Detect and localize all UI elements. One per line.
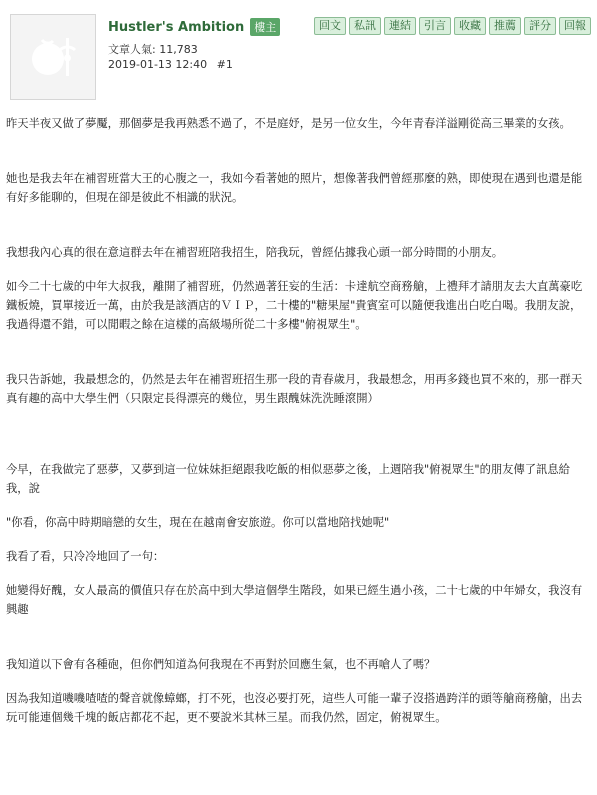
paragraph: 我想我內心真的很在意這群去年在補習班陪我招生，陪我玩，曾經佔據我心頭一部分時間的小朋友。 — [6, 246, 504, 259]
recommend-button[interactable]: 推薦 — [489, 17, 521, 35]
post-meta — [108, 42, 591, 72]
floor-number[interactable]: #1 — [216, 58, 233, 71]
paragraph: 我只告訴她，我最想念的，仍然是去年在補習班招生那一段的青春歲月，我最想念，用再多錢也買不來的，那一群天真有趣的高中大學生們（只限定長得漂亮的幾位，男生跟醜妹洗洗睡滾開） — [6, 373, 583, 405]
post-time: 2019-01-13 12:40 — [108, 58, 208, 71]
reply-button[interactable]: 回文 — [314, 17, 346, 35]
author-name[interactable]: Hustler's Ambition — [108, 19, 245, 35]
favorite-button[interactable]: 收藏 — [454, 17, 486, 35]
post-content — [6, 114, 590, 727]
quote-button[interactable]: 引言 — [419, 17, 451, 35]
private-message-button[interactable]: 私訊 — [349, 17, 381, 35]
op-badge: 樓主 — [250, 18, 280, 36]
rate-button[interactable]: 評分 — [524, 17, 556, 35]
paragraph: 我知道以下會有各種砲，但你們知道為何我現在不再對於回應生氣，也不再嗆人了嗎？ — [6, 658, 436, 671]
paragraph: 她變得好醜，女人最高的價值只存在於高中到大學這個學生階段，如果已經生過小孩，二十七歲的中年婦女，我沒有興趣 — [6, 584, 583, 616]
paragraph: 因為我知道嘰嘰喳喳的聲音就像蟑螂，打不死，也沒必要打死，這些人可能一輩子沒搭過跨洋的頭等艙商務艙，出去玩可能連個幾千塊的飯店都花不起，更不要說米其林三星。而我仍然，固定，俯視眾生。 — [6, 692, 583, 724]
default-avatar-icon — [28, 34, 78, 80]
article-popularity: 文章人氣: 11,783 — [108, 43, 198, 56]
report-button[interactable]: 回報 — [559, 17, 591, 35]
paragraph: 我看了看，只冷冷地回了一句： — [6, 550, 165, 563]
post-actions — [314, 17, 591, 35]
paragraph: 如今二十七歲的中年大叔我，離開了補習班，仍然過著狂妄的生活：卡達航空商務艙，上禮拜才請朋友去大直萬豪吃鐵板燒，買單接近一萬，由於我是該酒店的ＶＩＰ，二十樓的"糖果屋"貴賓室可以隨便我進出白吃白喝。我朋友說，我過得還不錯，可以閒暇之餘在這樣的高級場所從二十多樓"俯視眾生"。 — [6, 280, 583, 331]
paragraph: "你看，你高中時期暗戀的女生，現在在越南會安旅遊。你可以當地陪找她呢" — [6, 516, 390, 529]
paragraph: 昨天半夜又做了夢魘，那個夢是我再熟悉不過了，不是庭妤，是另一位女生，今年青春洋溢剛從高三畢業的女孩。 — [6, 117, 571, 130]
post-header — [108, 18, 591, 72]
avatar[interactable] — [10, 14, 96, 100]
link-button[interactable]: 連結 — [384, 17, 416, 35]
paragraph: 今早，在我做完了惡夢，又夢到這一位妹妹拒絕跟我吃飯的相似惡夢之後，上週陪我"俯視眾生"的朋友傳了訊息給我，說 — [6, 463, 570, 495]
paragraph: 她也是我去年在補習班當大王的心腹之一，我如今看著她的照片，想像著我們曾經那麼的熟，即使現在遇到也還是能有好多能聊的，但現在卻是彼此不相識的狀況。 — [6, 172, 583, 204]
